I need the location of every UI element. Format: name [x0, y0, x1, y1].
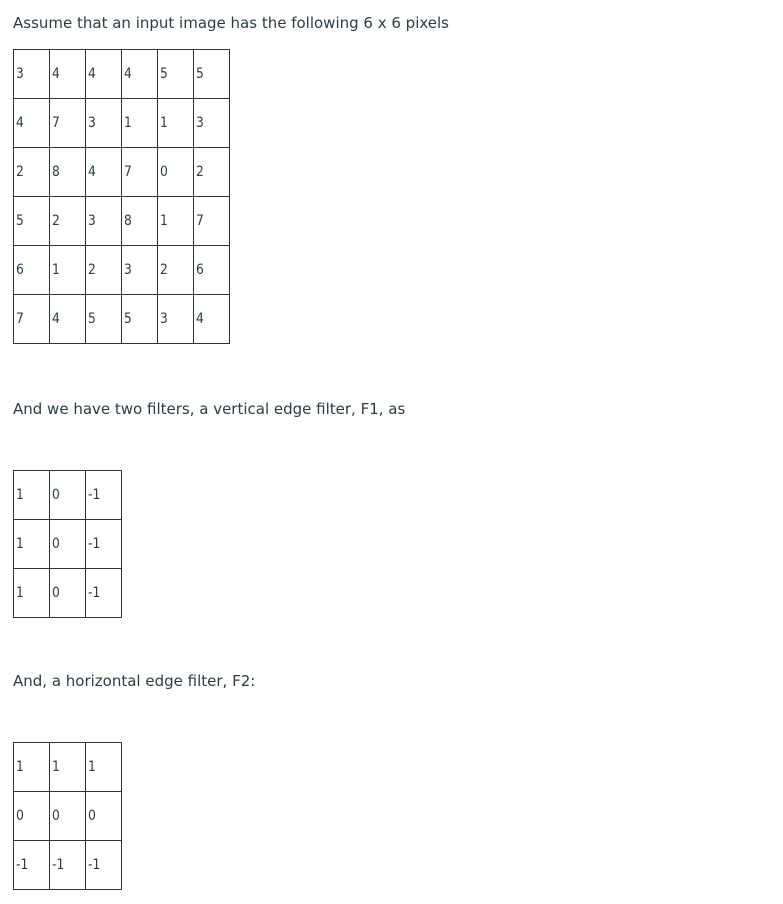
matrix-cell: 6: [194, 246, 230, 295]
matrix-cell: 5: [122, 295, 158, 344]
matrix-cell: 4: [50, 295, 86, 344]
matrix-cell: 0: [158, 148, 194, 197]
matrix-row: [14, 792, 122, 841]
matrix-cell: 1: [14, 569, 50, 618]
matrix-row: [14, 295, 230, 344]
matrix-cell: 1: [122, 99, 158, 148]
matrix-cell: 7: [14, 295, 50, 344]
matrix-cell: 1: [158, 197, 194, 246]
matrix-cell: -1: [86, 569, 122, 618]
matrix-cell: 3: [194, 99, 230, 148]
matrix-cell: 3: [86, 197, 122, 246]
matrix-cell: -1: [86, 520, 122, 569]
matrix-cell: 2: [50, 197, 86, 246]
matrix-cell: 1: [86, 743, 122, 792]
input-pixel-matrix: [13, 49, 230, 344]
matrix-row: [14, 99, 230, 148]
matrix-cell: 7: [50, 99, 86, 148]
matrix-cell: 3: [158, 295, 194, 344]
matrix-cell: 3: [86, 99, 122, 148]
matrix-row: [14, 520, 122, 569]
matrix-cell: 0: [14, 792, 50, 841]
vertical-filter-f1-matrix: [13, 470, 122, 618]
intro-text: Assume that an input image has the following 6 x 6 pixels: [13, 14, 449, 32]
matrix-cell: -1: [14, 841, 50, 890]
matrix-cell: 6: [14, 246, 50, 295]
horizontal-filter-text: And, a horizontal edge filter, F2:: [13, 672, 256, 690]
matrix-row: [14, 246, 230, 295]
horizontal-filter-f2-matrix: [13, 742, 122, 890]
matrix-cell: 4: [50, 50, 86, 99]
matrix-row: [14, 197, 230, 246]
matrix-cell: 3: [14, 50, 50, 99]
matrix-cell: 4: [14, 99, 50, 148]
matrix-cell: 0: [86, 792, 122, 841]
matrix-cell: 0: [50, 471, 86, 520]
matrix-cell: 7: [194, 197, 230, 246]
matrix-row: [14, 148, 230, 197]
matrix-row: [14, 841, 122, 890]
matrix-cell: 4: [86, 148, 122, 197]
matrix-cell: 1: [14, 743, 50, 792]
matrix-cell: 5: [86, 295, 122, 344]
matrix-cell: 4: [122, 50, 158, 99]
matrix-cell: 2: [86, 246, 122, 295]
matrix-cell: 1: [50, 246, 86, 295]
matrix-cell: 1: [14, 520, 50, 569]
matrix-cell: 1: [158, 99, 194, 148]
matrix-cell: 4: [194, 295, 230, 344]
matrix-cell: 0: [50, 520, 86, 569]
matrix-cell: 0: [50, 569, 86, 618]
matrix-cell: 5: [14, 197, 50, 246]
matrix-cell: -1: [86, 471, 122, 520]
matrix-row: [14, 569, 122, 618]
matrix-cell: 0: [50, 792, 86, 841]
matrix-cell: 2: [194, 148, 230, 197]
matrix-row: [14, 471, 122, 520]
matrix-cell: 8: [50, 148, 86, 197]
matrix-row: [14, 50, 230, 99]
matrix-cell: 2: [14, 148, 50, 197]
matrix-cell: 1: [14, 471, 50, 520]
matrix-cell: 1: [50, 743, 86, 792]
matrix-cell: 4: [86, 50, 122, 99]
matrix-cell: 3: [122, 246, 158, 295]
matrix-cell: 8: [122, 197, 158, 246]
matrix-row: [14, 743, 122, 792]
matrix-cell: 5: [194, 50, 230, 99]
matrix-cell: -1: [50, 841, 86, 890]
matrix-cell: 2: [158, 246, 194, 295]
matrix-cell: 5: [158, 50, 194, 99]
matrix-cell: -1: [86, 841, 122, 890]
matrix-cell: 7: [122, 148, 158, 197]
vertical-filter-text: And we have two filters, a vertical edge filter, F1, as: [13, 400, 406, 418]
